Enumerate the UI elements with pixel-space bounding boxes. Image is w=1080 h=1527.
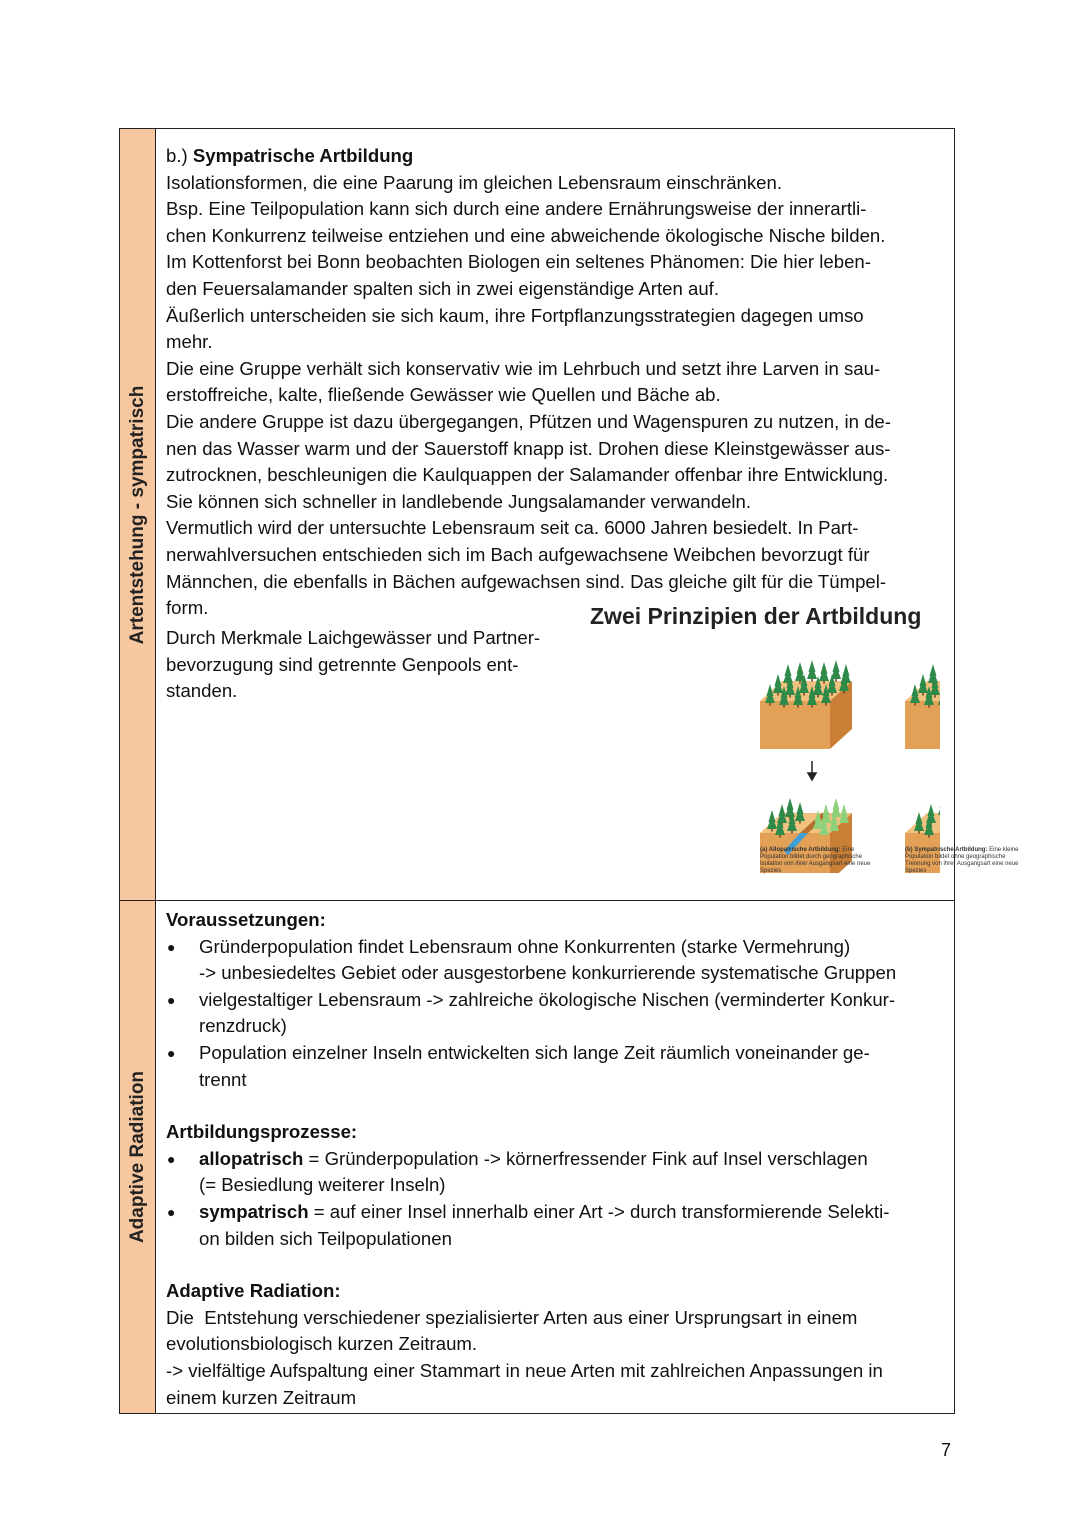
text-line: zutrocknen, beschleunigen die Kaulquappen der Salamander offenbar ihre Entwicklung. (166, 464, 889, 486)
text-line: Männchen, die ebenfalls in Bächen aufgewachsen sind. Das gleiche gilt für die Tümpel- (166, 570, 887, 592)
text-line: Vermutlich wird der untersuchte Lebensraum seit ca. 6000 Jahren besiedelt. In Part- (166, 517, 859, 539)
block-b-top (905, 660, 940, 749)
text-line: chen Konkurrenz teilweise entziehen und eine abweichende ökologische Nische bilden. (166, 224, 886, 246)
figure-title: Zwei Prinzipien der Artbildung (590, 603, 922, 629)
voraussetzungen-list (166, 934, 946, 1094)
text-line: Durch Merkmale Laichgewässer und Partner- (166, 627, 541, 648)
speciation-figure (590, 603, 1019, 883)
subheading-voraussetzungen: Voraussetzungen: (166, 909, 326, 930)
caption-a: (a) Allopatrische Artbildung: Eine Population bildet durch geographische Isolation von ihrer Ausgangsart eine neue Spezies (760, 847, 871, 874)
section-heading: b.) Sympatrische Artbildung (166, 145, 414, 166)
side-label-cell (120, 129, 156, 900)
caption-b: (b) Sympatrische Artbildung: Eine kleine Population bildet ohne geographische Trennung von ihrer Ausgangsart eine neue Spezies (905, 847, 1019, 874)
text-line: mehr. (166, 331, 213, 353)
conclusion-text (166, 625, 576, 705)
text-line: bevorzugung sind getrennte Genpools ent- (166, 653, 519, 675)
text-line: Die andere Gruppe ist dazu übergegangen, Pfützen und Wagenspuren zu nutzen, in de- (166, 410, 891, 432)
text-line: erstoffreiche, kalte, fließende Gewässer wie Quellen und Bäche ab. (166, 384, 721, 406)
side-label-cell (120, 901, 156, 1413)
text-line: evolutionsbiologisch kurzen Zeitraum. (166, 1333, 478, 1355)
text-line: standen. (166, 680, 238, 702)
text-line: Die eine Gruppe verhält sich konservativ wie im Lehrbuch und setzt ihre Larven in sau- (166, 357, 881, 379)
text-line: einem kurzen Zeitraum (166, 1386, 357, 1408)
side-label: Artentstehung - sympatrisch (126, 385, 148, 644)
text-line: den Feuersalamander spalten sich in zwei eigenständige Arten auf. (166, 277, 719, 299)
text-line: form. (166, 597, 209, 619)
text-line: nen das Wasser warm und der Sauerstoff knapp ist. Drohen diese Kleinstgewässer aus- (166, 437, 891, 459)
page-number: 7 (941, 1440, 952, 1460)
text-line: Sie können sich schneller in landlebende Jungsalamander verwandeln. (166, 490, 752, 512)
section-sympatric (120, 129, 1019, 901)
text-line: Bsp. Eine Teilpopulation kann sich durch eine andere Ernährungsweise der innerartli- (166, 198, 867, 220)
block-a-top (760, 660, 852, 749)
list-item: ● Gründerpopulation findet Lebensraum ohne Konkurrenten (starke Vermehrung) -> unbesiedeltes Gebiet oder ausgestorbene konkurrierende systematische Gruppen (199, 934, 946, 987)
section-adaptive-radiation (120, 901, 954, 1413)
arrow-a (808, 761, 816, 780)
text-line: -> vielfältige Aufspaltung einer Stammart in neue Arten mit zahlreichen Anpassungen in (166, 1359, 883, 1381)
section-body (166, 143, 946, 622)
content-table (119, 128, 1019, 1414)
text-line: Im Kottenforst bei Bonn beobachten Biologen ein seltenes Phänomen: Die hier leben- (166, 251, 871, 273)
speciation-illustration (590, 603, 940, 873)
section-body (166, 907, 946, 1411)
list-item: ● vielgestaltiger Lebensraum -> zahlreiche ökologische Nischen (verminderter Konkur- renzdruck) (199, 987, 946, 1040)
text-line: Die Entstehung verschiedener spezialisierter Arten aus einer Ursprungsart in einem (166, 1306, 858, 1328)
text-line: Äußerlich unterscheiden sie sich kaum, ihre Fortpflanzungsstrategien dagegen umso (166, 304, 864, 326)
text-line: Isolationsformen, die eine Paarung im gleichen Lebensraum einschränken. (166, 171, 783, 193)
list-item: ● sympatrisch = auf einer Insel innerhalb einer Art -> durch transformierende Selekti- on bilden sich Teilpopulationen (199, 1199, 946, 1252)
side-label: Adaptive Radiation (126, 1070, 148, 1244)
text-line: nerwahlversuchen entschieden sich im Bach aufgewachsene Weibchen bevorzugt für (166, 543, 870, 565)
list-item: ● Population einzelner Inseln entwickelten sich lange Zeit räumlich voneinander ge- trennt (199, 1040, 946, 1093)
prozesse-list (166, 1146, 946, 1252)
list-item: ● allopatrisch = Gründerpopulation -> körnerfressender Fink auf Insel verschlagen (= Besiedlung weiterer Inseln) (199, 1146, 946, 1199)
subheading-artbildungsprozesse: Artbildungsprozesse: (166, 1121, 358, 1143)
subheading-adaptive-radiation: Adaptive Radiation: (166, 1280, 341, 1302)
